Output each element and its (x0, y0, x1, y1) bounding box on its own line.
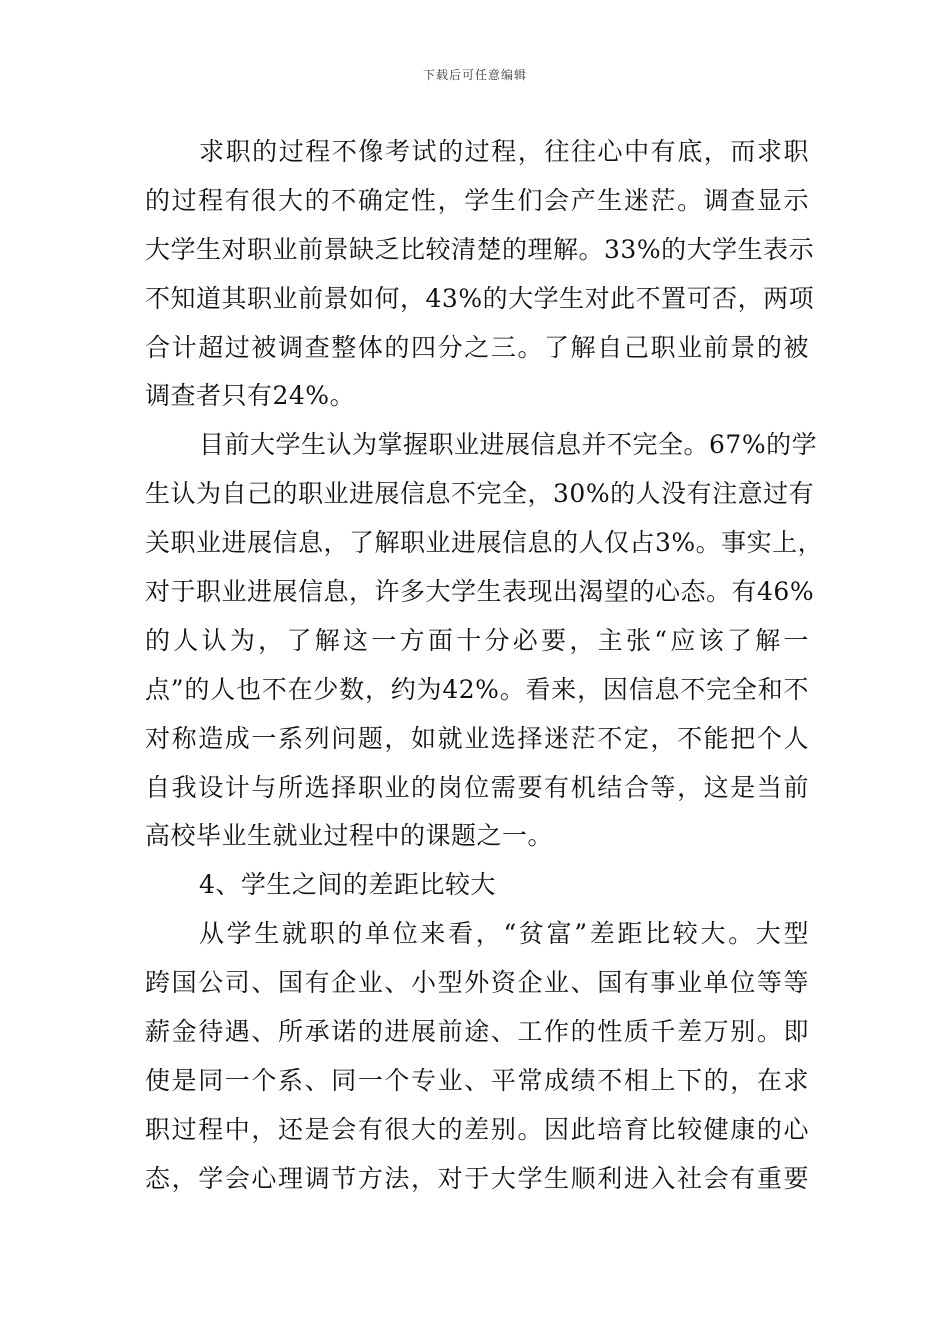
text-line: 的过程有很大的不确定性，学生们会产生迷茫。调查显示 (145, 185, 809, 215)
text-line: 职过程中，还是会有很大的差别。因此培育比较健康的心 (145, 1114, 809, 1144)
text-line: 从学生就职的单位来看，“贫富”差距比较大。大型 (199, 919, 809, 949)
text-line: 目前大学生认为掌握职业进展信息并不完全。67%的学 (199, 430, 818, 460)
text-line: 不知道其职业前景如何，43%的大学生对此不置可否，两项 (145, 283, 815, 313)
text-line: 的人认为，了解这一方面十分必要，主张“应该了解一 (145, 625, 809, 655)
text-line: 生认为自己的职业进展信息不完全，30%的人没有注意过有 (145, 479, 815, 509)
text-line: 态，学会心理调节方法，对于大学生顺利进入社会有重要 (145, 1163, 809, 1193)
text-line: 4、学生之间的差距比较大 (199, 870, 496, 900)
text-line: 跨国公司、国有企业、小型外资企业、国有事业单位等等 (145, 968, 809, 998)
text-line: 使是同一个系、同一个专业、平常成绩不相上下的，在求 (145, 1065, 809, 1095)
text-line: 点”的人也不在少数，约为42%。看来，因信息不完全和不 (145, 674, 809, 704)
page-header-note: 下载后可任意编辑 (422, 68, 527, 82)
text-line: 调查者只有24%。 (145, 381, 356, 411)
text-line: 对称造成一系列问题，如就业选择迷茫不定，不能把个人 (145, 723, 809, 753)
text-line: 求职的过程不像考试的过程，往往心中有底，而求职 (199, 137, 809, 166)
text-line: 薪金待遇、所承诺的进展前途、工作的性质千差万别。即 (145, 1017, 809, 1047)
text-line: 自我设计与所选择职业的岗位需要有机结合等，这是当前 (145, 772, 809, 802)
text-line: 关职业进展信息，了解职业进展信息的人仅占3%。事实上， (145, 528, 824, 558)
document-body (145, 128, 824, 1204)
text-line: 对于职业进展信息，许多大学生表现出渴望的心态。有46% (145, 577, 815, 607)
text-line: 高校毕业生就业过程中的课题之一。 (145, 821, 554, 851)
text-line: 大学生对职业前景缺乏比较清楚的理解。33%的大学生表示 (145, 234, 815, 264)
text-line: 合计超过被调查整体的四分之三。了解自己职业前景的被 (145, 332, 809, 362)
